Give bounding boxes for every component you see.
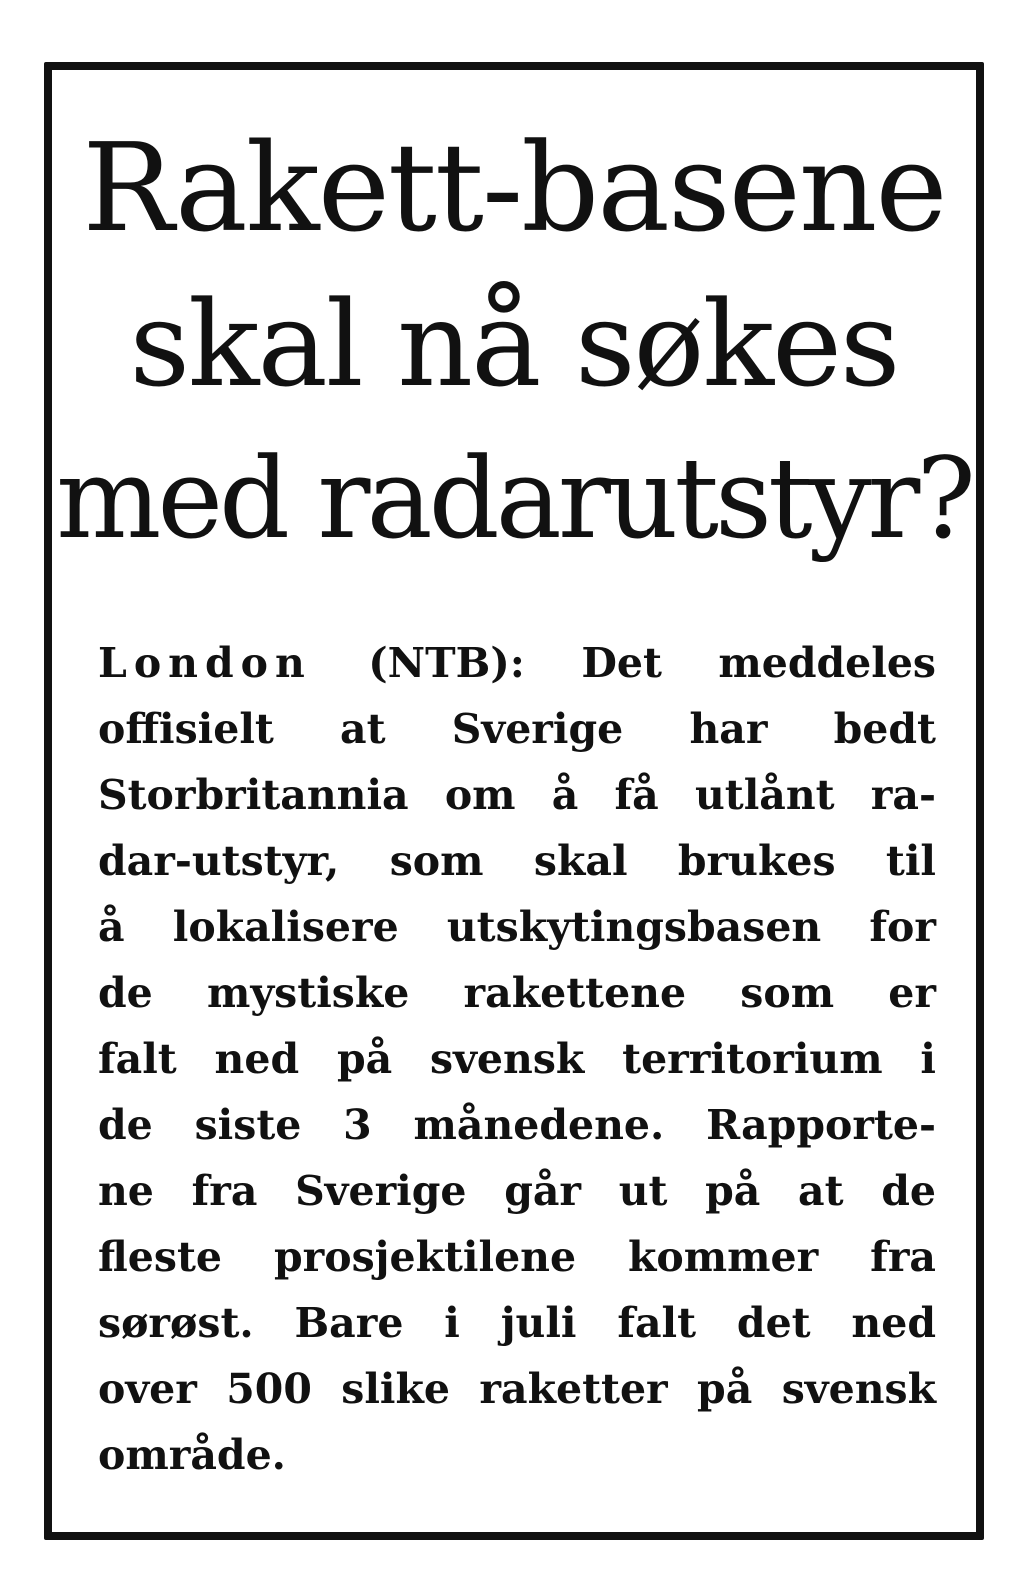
- body-line-8: de siste 3 månedene. Rapporte-: [98, 1101, 936, 1149]
- body-line-10: fleste prosjektilene kommer fra: [98, 1233, 936, 1281]
- body-line-9: ne fra Sverige går ut på at de: [98, 1167, 936, 1215]
- body-line-1: [98, 630, 936, 696]
- headline-line-3: med radarutstyr?: [56, 435, 972, 564]
- body-line-4: dar-utstyr, som skal brukes til: [98, 837, 936, 885]
- headline-line-1: Rakett-basene: [82, 117, 946, 259]
- body-line-11: sørøst. Bare i juli falt det ned: [98, 1299, 936, 1347]
- dateline: London: [98, 639, 312, 687]
- body-line-7: falt ned på svensk territorium i: [98, 1035, 936, 1083]
- article-body: [98, 630, 936, 1488]
- body-line-1-text: (NTB): Det meddeles: [368, 639, 936, 687]
- news-clipping-frame: [44, 62, 984, 1540]
- body-line-2: offisielt at Sverige har bedt: [98, 705, 936, 753]
- body-line-6: de mystiske rakettene som er: [98, 969, 936, 1017]
- body-line-13: område.: [98, 1431, 286, 1479]
- body-line-5: å lokalisere utskytingsbasen for: [98, 903, 936, 951]
- body-line-3: Storbritannia om å få utlånt ra-: [98, 771, 936, 819]
- headline-line-2: skal nå søkes: [129, 275, 899, 413]
- body-line-12: over 500 slike raketter på svensk: [98, 1365, 936, 1413]
- headline: [52, 110, 976, 578]
